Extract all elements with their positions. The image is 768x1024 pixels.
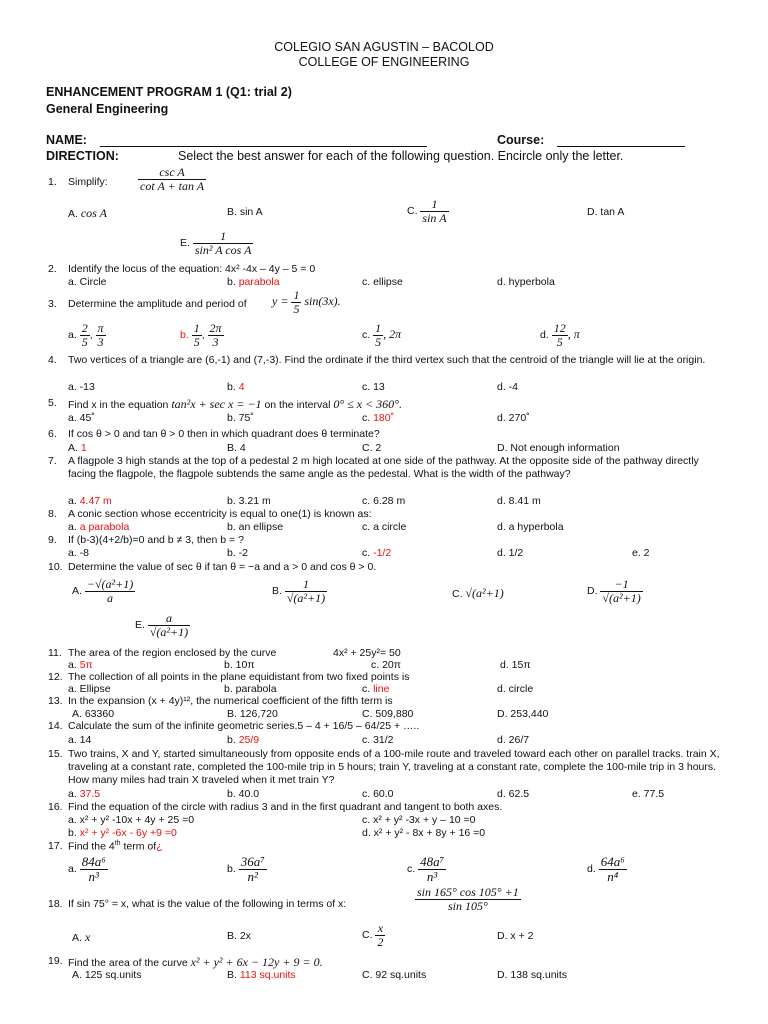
q5-number: 5. [48,397,57,409]
q16-option-c[interactable]: c. x² + y² -3x + y – 10 =0 [362,814,476,826]
q10-number: 10. [48,561,63,573]
course-line[interactable] [557,146,685,147]
q9-option-b[interactable]: b. -2 [227,547,249,559]
q18-number: 18. [48,898,63,910]
q13-text: In the expansion (x + 4y)¹², the numerical coefficient of the fifth term is [68,695,393,707]
q10-option-a[interactable]: A. $\frac{\text{−√(a²+1)}}{a}$ [72,577,134,605]
direction-text: Select the best answer for each of the following question. Encircle only the letter. [178,149,624,163]
q11-equation: 4x² + 25y²= 50 [333,647,401,659]
q19-option-c[interactable]: C. 92 sq.units [362,969,427,981]
q10-text: Determine the value of sec θ if tan θ = −a and a > 0 and cos θ > 0. [68,561,377,573]
q2-option-d[interactable]: d. hyperbola [497,276,555,288]
q15-option-d[interactable]: d. 62.5 [497,788,530,800]
q9-text: If (b-3)(4+2/b)=0 and b ≠ 3, then b = ? [68,534,244,546]
q19-option-d[interactable]: D. 138 sq.units [497,969,568,981]
q14-option-c[interactable]: c. 31/2 [362,734,394,746]
q5-option-d[interactable]: d. 270˚ [497,412,530,424]
q7-number: 7. [48,455,57,467]
q9-option-a[interactable]: a. -8 [68,547,90,559]
q6-text: If cos θ > 0 and tan θ > 0 then in which quadrant does θ terminate? [68,428,380,440]
q15-text: Two trains, X and Y, started simultaneously from opposite ends of a 100-mile route and traveled toward each other on parallel tracks. train X, traveling at a constant rate, completed the 100-mile trip in 5 hours; train Y, traveling at a constant rate, complete the 100-mile trip in 3 hours. How many miles had train X traveled when it met train Y? [68,748,720,786]
q14-text: Calculate the sum of the infinite geometric series.5 – 4 + 16/5 – 64/25 + ….. [68,720,420,732]
q5-text: Find x in the equation tan²x + sec x = −1 on the interval 0° ≤ x < 360°. [68,397,402,411]
q4-option-a[interactable]: a. -13 [68,381,95,393]
name-label: NAME: [46,133,87,147]
q8-option-c[interactable]: c. a circle [362,521,407,533]
q13-number: 13. [48,695,63,707]
q1-text: Simplify: [68,176,108,188]
q1-option-d[interactable]: D. tan A [587,206,625,218]
q9-option-c[interactable]: c. -1/2 [362,547,392,559]
q16-option-b[interactable]: b. x² + y² -6x - 6y +9 =0 [68,827,177,839]
q10-option-c[interactable]: C. √(a²+1) [452,586,504,600]
q10-option-d[interactable]: D. $\frac{-1}{\text{√(a²+1)}}$ [587,577,641,605]
q18-option-d[interactable]: D. x + 2 [497,930,534,942]
q16-option-d[interactable]: d. x² + y² - 8x + 8y + 16 =0 [362,827,486,839]
q1-option-b[interactable]: B. sin A [227,206,263,218]
q17-number: 17. [48,840,63,852]
q3-option-b[interactable]: b. $\frac{1}{5}$ , $\frac{2\pi}{3}$ [180,321,222,349]
q4-option-d[interactable]: d. -4 [497,381,519,393]
q15-number: 15. [48,748,63,760]
q13-option-d[interactable]: D. 253,440 [497,708,549,720]
q7-option-b[interactable]: b. 3.21 m [227,495,271,507]
q8-option-a[interactable]: a. a parabola [68,521,130,533]
q15-option-e[interactable]: e. 77.5 [632,788,665,800]
direction-label: DIRECTION: [46,149,119,163]
q2-option-a[interactable]: a. Circle [68,276,107,288]
q8-option-b[interactable]: b. an ellipse [227,521,284,533]
q14-number: 14. [48,720,63,732]
q12-option-b[interactable]: b. parabola [224,683,277,695]
q18-text: If sin 75° = x, what is the value of the following in terms of x: [68,898,347,910]
q11-option-d[interactable]: d. 15π [500,659,531,671]
q2-option-c[interactable]: c. ellipse [362,276,403,288]
q1-number: 1. [48,176,57,188]
q18-fraction: $\frac{\sin 165^\circ \cos 105^\circ +1}{\sin 105^\circ}$ [417,885,519,913]
q16-text: Find the equation of the circle with radius 3 and in the first quadrant and tangent to both axes. [68,801,503,813]
q18-option-c[interactable]: C. $\frac{x}{2}$ [362,921,384,949]
q13-option-b[interactable]: B. 126,720 [227,708,278,720]
q11-option-c[interactable]: c. 20π [371,659,402,671]
q7-text: A flagpole 3 high stands at the top of a pedestal 2 m high located at one side of the pathway. At the opposite side of the pathway directly facing the flagpole, the flagpole subtends the same angle as the pedestal. What is the width of the pathway? [68,455,699,480]
q19-option-b[interactable]: B. 113 sq.units [227,969,296,981]
q6-number: 6. [48,428,57,440]
q16-number: 16. [48,801,63,813]
q19-number: 19. [48,955,63,967]
q16-option-a[interactable]: a. x² + y² -10x + 4y + 25 =0 [68,814,195,826]
q5-option-a[interactable]: a. 45˚ [68,412,95,424]
q13-option-c[interactable]: C. 509,880 [362,708,414,720]
q1-fraction: $\frac{\text{csc A}}{\text{cot A + tan A}}$ [140,165,205,193]
q7-option-a[interactable]: a. 4.47 m [68,495,112,507]
q10-option-b[interactable]: B. $\frac{1}{\text{√(a²+1)}}$ [272,577,326,605]
q3-number: 3. [48,298,57,310]
q9-option-d[interactable]: d. 1/2 [497,547,524,559]
q12-text: The collection of all points in the plane equidistant from two fixed points is [68,671,410,683]
q7-option-d[interactable]: d. 8.41 m [497,495,541,507]
college-name: COLLEGE OF ENGINEERING [298,55,470,69]
q2-text: Identify the locus of the equation: 4x² -4x – 4y – 5 = 0 [68,263,316,275]
q8-number: 8. [48,508,57,520]
q4-text: Two vertices of a triangle are (6,-1) and (7,-3). Find the ordinate if the third vertex such that the centroid of the triangle will lie at the origin. [68,354,706,366]
q2-option-b[interactable]: b. parabola [227,276,280,288]
q12-option-d[interactable]: d. circle [497,683,534,695]
q7-option-c[interactable]: c. 6.28 m [362,495,406,507]
q17-option-a[interactable]: a. $\frac{\text{84a⁶}}{\text{n³}}$ [68,854,106,884]
q14-option-a[interactable]: a. 14 [68,734,92,746]
q9-option-e[interactable]: e. 2 [632,547,650,559]
q6-option-d[interactable]: D. Not enough information [497,442,620,454]
q19-text: Find the area of the curve x² + y² + 6x − 12y + 9 = 0. [68,955,323,969]
q18-option-b[interactable]: B. 2x [227,930,251,942]
q4-option-c[interactable]: c. 13 [362,381,385,393]
q17-text: Find the 4th term of¿ [68,840,163,853]
q6-option-a[interactable]: A. 1 [68,442,87,454]
q3-option-d[interactable]: d. $\frac{12}{5}$ , π [540,321,580,349]
q11-option-b[interactable]: b. 10π [224,659,255,671]
q17-option-c[interactable]: c. $\frac{\text{48a⁷}}{\text{n³}}$ [407,854,445,884]
q15-option-a[interactable]: a. 37.5 [68,788,101,800]
q15-option-c[interactable]: c. 60.0 [362,788,394,800]
q3-equation: y = $\frac{1}{5}$ sin(3x). [272,288,341,316]
q19-option-a[interactable]: A. 125 sq.units [72,969,142,981]
q2-number: 2. [48,263,57,275]
q14-option-b[interactable]: b. 25/9 [227,734,260,746]
q10-option-e[interactable]: E. $\frac{a}{\text{√(a²+1)}}$ [135,611,189,639]
q6-option-b[interactable]: B. 4 [227,442,246,454]
q17-option-b[interactable]: b. $\frac{\text{36a⁷}}{\text{n²}}$ [227,854,265,884]
q12-option-c[interactable]: c. line [362,683,390,695]
q8-text: A conic section whose eccentricity is equal to one(1) is known as: [68,508,372,520]
program-title: ENHANCEMENT PROGRAM 1 (Q1: trial 2) [46,85,292,99]
q18-option-a[interactable]: A. x [72,930,91,944]
q17-option-d[interactable]: d. $\frac{\text{64a⁶}}{\text{n⁴}}$ [587,854,625,884]
subject-title: General Engineering [46,102,169,116]
name-line[interactable] [100,146,427,147]
q12-option-a[interactable]: a. Ellipse [68,683,111,695]
q1-option-e[interactable]: E. $\frac{1}{\text{sin² A cos A}}$ [180,229,252,257]
q15-option-b[interactable]: b. 40.0 [227,788,260,800]
q11-number: 11. [48,647,62,659]
q12-number: 12. [48,671,63,683]
q6-option-c[interactable]: C. 2 [362,442,382,454]
q1-option-c[interactable]: C. $\frac{1}{\text{sin A}}$ [407,197,447,225]
q9-number: 9. [48,534,57,546]
q4-number: 4. [48,354,57,366]
q5-option-c[interactable]: c. 180˚ [362,412,395,424]
q13-option-a[interactable]: A. 63360 [72,708,115,720]
q1-option-a[interactable]: A. cos A [68,206,107,220]
q5-option-b[interactable]: b. 75˚ [227,412,254,424]
q8-option-d[interactable]: d. a hyperbola [497,521,564,533]
q3-option-a[interactable]: a. $\frac{2}{5}$ , $\frac{\pi}{3}$ [68,321,104,349]
q11-option-a[interactable]: a. 5π [68,659,93,671]
course-label: Course: [497,133,545,147]
school-name: COLEGIO SAN AGUSTIN – BACOLOD [274,40,494,54]
q3-option-c[interactable]: c. $\frac{1}{5}$ , 2π [362,321,402,349]
q3-text: Determine the amplitude and period of [68,298,247,310]
q14-option-d[interactable]: d. 26/7 [497,734,530,746]
q11-text: The area of the region enclosed by the curve [68,647,277,659]
q4-option-b[interactable]: b. 4 [227,381,245,393]
